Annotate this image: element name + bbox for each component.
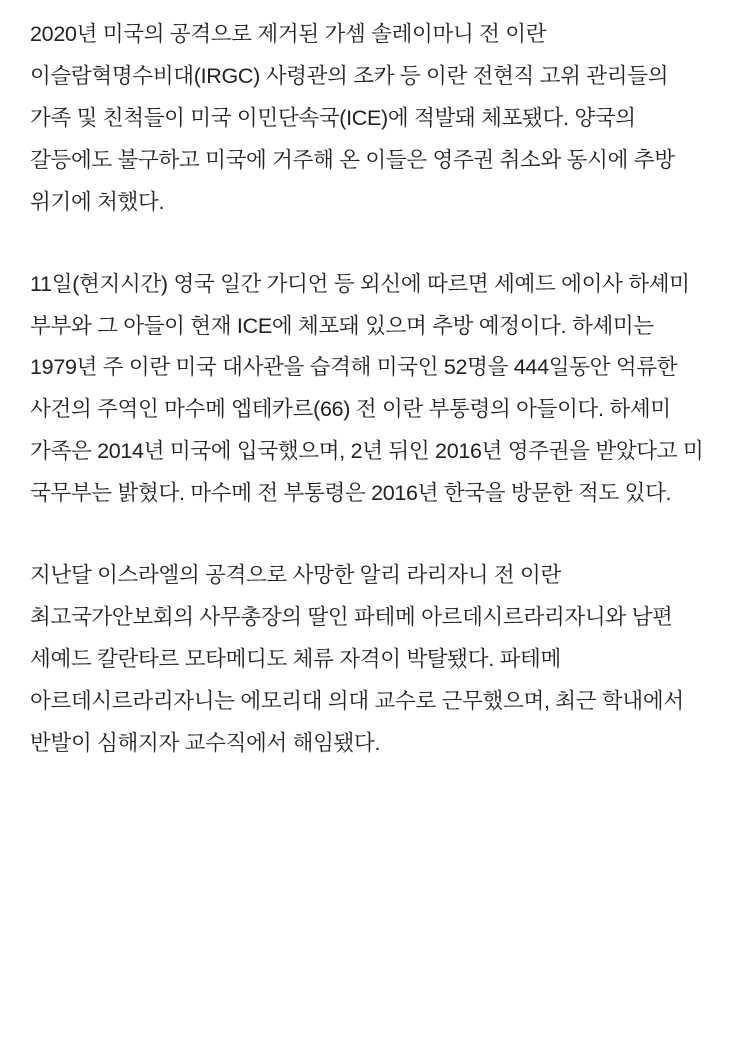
article-paragraph-2: 11일(현지시간) 영국 일간 가디언 등 외신에 따르면 세예드 에이사 하셰미 부부와 그 아들이 현재 ICE에 체포돼 있으며 추방 예정이다. 하셰미는 1979년 주 이란 미국 대사관을 습격해 미국인 52명을 444일동안 억류한 사건의 주역인 마수메 엡테카르(66) 전 이란 부통령의 아들이다. 하셰미 가족은 2014년 미국에 입국했으며, 2년 뒤인 2016년 영주권을 받았다고 미 국무부는 밝혔다. 마수메 전 부통령은 2016년 한국을 방문한 적도 있다.: [30, 271, 704, 506]
article-paragraph-1: 2020년 미국의 공격으로 제거된 가셈 솔레이마니 전 이란 이슬람혁명수비대(IRGC) 사령관의 조카 등 이란 전현직 고위 관리들의 가족 및 친척들이 미국 이민단속국(ICE)에 적발돼 체포됐다. 양국의 갈등에도 불구하고 미국에 거주해 온 이들은 영주권 취소와 동시에 추방 위기에 처했다.: [30, 22, 675, 214]
article-paragraph-3: 지난달 이스라엘의 공격으로 사망한 알리 라리자니 전 이란 최고국가안보회의 사무총장의 딸인 파테메 아르데시르라리자니와 남편 세예드 칼란타르 모타메디도 체류 자격이 박탈됐다. 파테메 아르데시르라리자니는 에모리대 의대 교수로 근무했으며, 최근 학내에서 반발이 심해지자 교수직에서 해임됐다.: [30, 563, 684, 755]
